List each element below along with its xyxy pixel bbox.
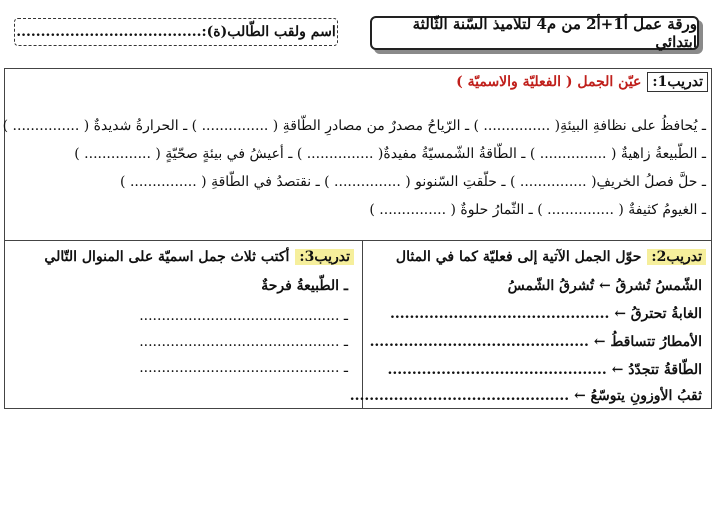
worksheet-title-box	[370, 16, 699, 50]
exercise1-instruction: عيّن الجمل ( الفعليّة والاسميّة )	[456, 74, 642, 90]
student-name-box	[14, 18, 338, 46]
exercise3-instruction: أكتب ثلاث جمل اسميّة على المنوال التّالي	[44, 249, 290, 265]
exercise2-item: الطّاقةُ تتجدّدُ ← .............................................	[387, 362, 702, 378]
exercise3-blank: ـ .............................................	[139, 334, 348, 350]
student-name-field: اسم ولقب الطّالب(ة):......................................	[16, 24, 336, 40]
exercise2-label: تدريب2:	[647, 249, 706, 265]
exercise3-frame	[4, 241, 362, 409]
exercise1-header	[456, 72, 708, 92]
exercise1-row: ـ يُحافظُ على نظافةِ البيئةِ( ............... ) ـ الرّياحُ مصدرٌ من مصادرِ الطّاقةِ ( ............... ) ـ الحرارةُ شديدةٌ ( ............... )	[2, 118, 706, 134]
exercise3-label: تدريب3:	[295, 249, 354, 265]
exercise1-row: ـ حلَّ فصلُ الخريفِ( ............... ) ـ حلّقتِ السّنونو ( ............... ) ـ نقتصدُ في الطّاقةِ ( ............... )	[120, 174, 706, 190]
exercise2-item: ثقبُ الأوزونِ يتوسّعُ ← .............................................	[349, 388, 702, 404]
exercise1-row: ـ الغيومُ كثيفةٌ ( ............... ) ـ الثّمارُ حلوةٌ ( ............... )	[369, 202, 706, 218]
exercise2-example: الشّمسُ تُشرقُ ← تُشرقُ الشّمسُ	[507, 278, 702, 294]
exercise2-instruction: حوّل الجمل الآتية إلى فعليّة كما في المثال	[395, 249, 642, 265]
exercise3-example: ـ الطّبيعةُ فرحةٌ	[261, 278, 348, 294]
exercise3-header	[44, 249, 354, 265]
exercise3-blank: ـ .............................................	[139, 360, 348, 376]
exercise2-item: الأمطارُ تتساقطُ ← .............................................	[369, 334, 702, 350]
exercise1-label: تدريب1:	[647, 72, 708, 92]
exercise1-row: ـ الطّبيعةُ زاهيةٌ ( ............... ) ـ الطّاقةُ الشّمسيّةُ مفيدةٌ( ............... ) ـ أعيشُ في بيئةٍ صحّيّةٍ ( ............... )	[74, 146, 706, 162]
exercise3-blank: ـ .............................................	[139, 308, 348, 324]
worksheet-title: ورقة عمل أ1+أ2 من م4 لتلاميذ السّنة الثّالثة ابتدائي	[412, 15, 697, 51]
exercise2-header	[396, 249, 706, 265]
exercise2-frame	[362, 241, 712, 409]
exercise2-item: الغابةُ تحترقُ ← .............................................	[389, 306, 702, 322]
